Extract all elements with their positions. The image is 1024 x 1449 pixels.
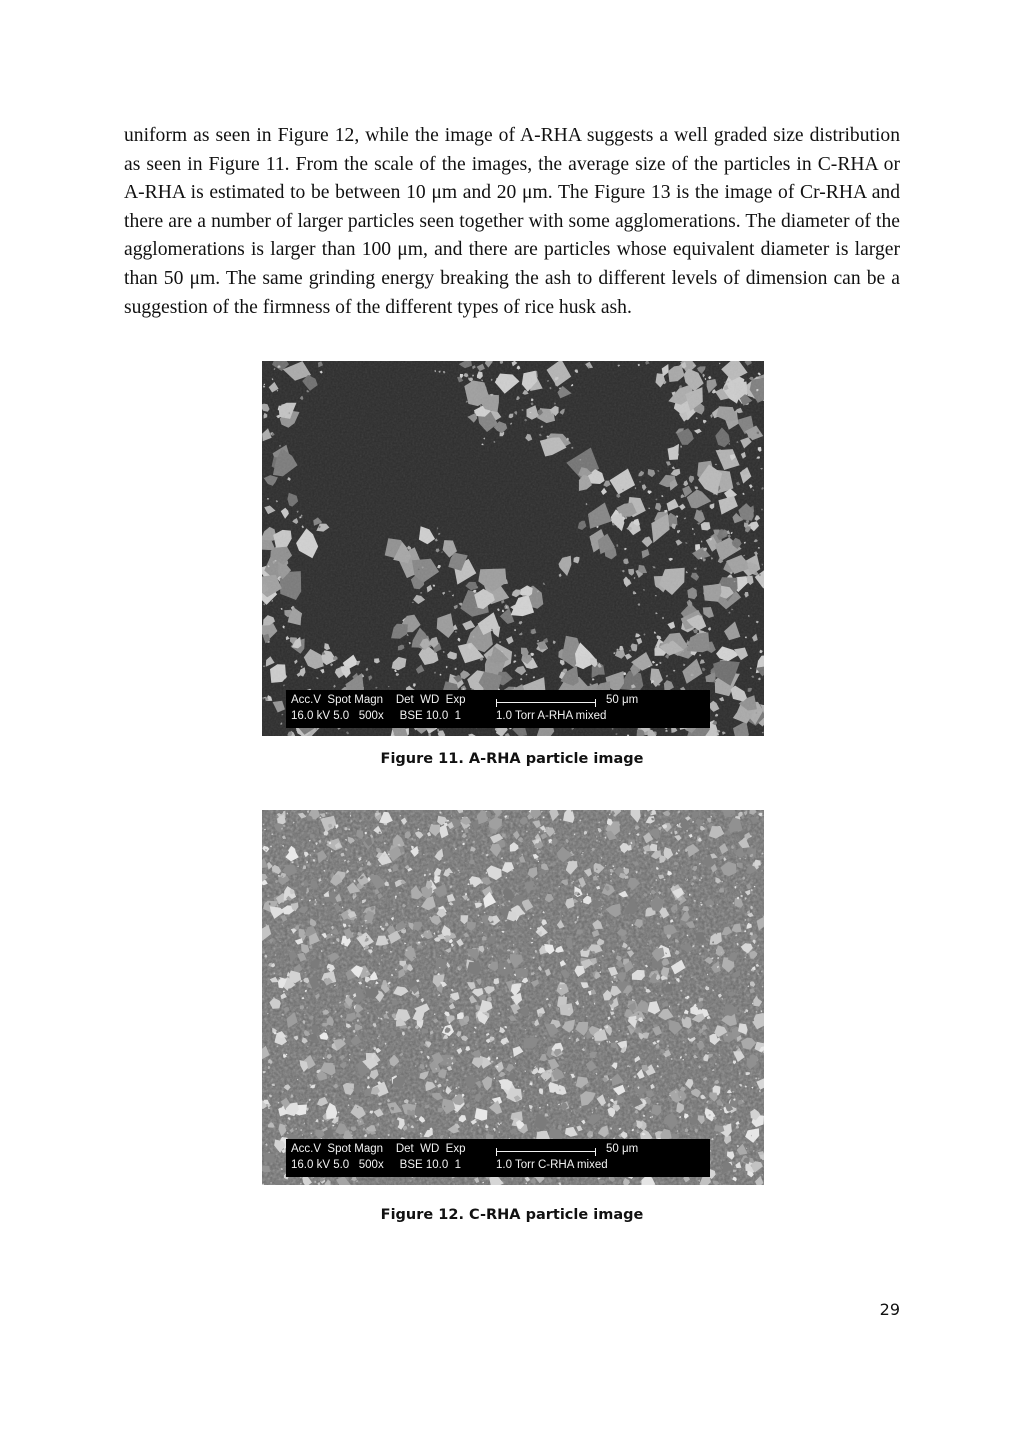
sem-image-a-rha [262, 361, 764, 736]
sample-label: 1.0 Torr C-RHA mixed [496, 1159, 608, 1171]
databar-values-row: 16.0 kV 5.0 500x BSE 10.0 1 [291, 710, 462, 722]
particle [723, 1184, 725, 1185]
sem-databar [286, 1139, 710, 1177]
scale-bar [496, 699, 596, 707]
sem-image-c-rha [262, 810, 764, 1185]
figure-11-caption: Figure 11. A-RHA particle image [380, 751, 644, 767]
scale-bar-label: 50 μm [606, 1143, 639, 1155]
sem-micrograph-c-rha [262, 810, 764, 1185]
figure-12-caption: Figure 12. C-RHA particle image [380, 1207, 644, 1223]
particle [415, 1065, 417, 1067]
databar-header-row: Acc.V Spot Magn Det WD Exp [291, 1143, 466, 1155]
scale-bar-label: 50 μm [606, 694, 639, 706]
particle [754, 860, 760, 867]
particle [262, 1166, 270, 1173]
databar-header-row: Acc.V Spot Magn Det WD Exp [291, 694, 466, 706]
sem-databar [286, 690, 710, 728]
page-number: 29 [879, 1300, 900, 1319]
particle [560, 1003, 574, 1016]
databar-values-row: 16.0 kV 5.0 500x BSE 10.0 1 [291, 1159, 462, 1171]
scale-bar [496, 1148, 596, 1156]
body-paragraph: uniform as seen in Figure 12, while the image of A-RHA suggests a well graded size distribution as seen in Figure 11. From the scale of the images, the average size of the particles in C-RHA or A-RHA is estimated to be between 10 μm and 20 μm. The Figure 13 is the image of Cr-RHA and there are a number of larger particles seen together with some agglomerations. The diameter of the agglomerations is larger than 100 μm, and there are particles whose equivalent diameter is larger than 50 μm. The same grinding energy breaking the ash to different levels of dimension can be a suggestion of the firmness of the different types of rice husk ash. [124, 125, 900, 318]
sample-label: 1.0 Torr A-RHA mixed [496, 710, 607, 722]
sem-micrograph-a-rha [262, 361, 764, 736]
particle [454, 1183, 455, 1184]
